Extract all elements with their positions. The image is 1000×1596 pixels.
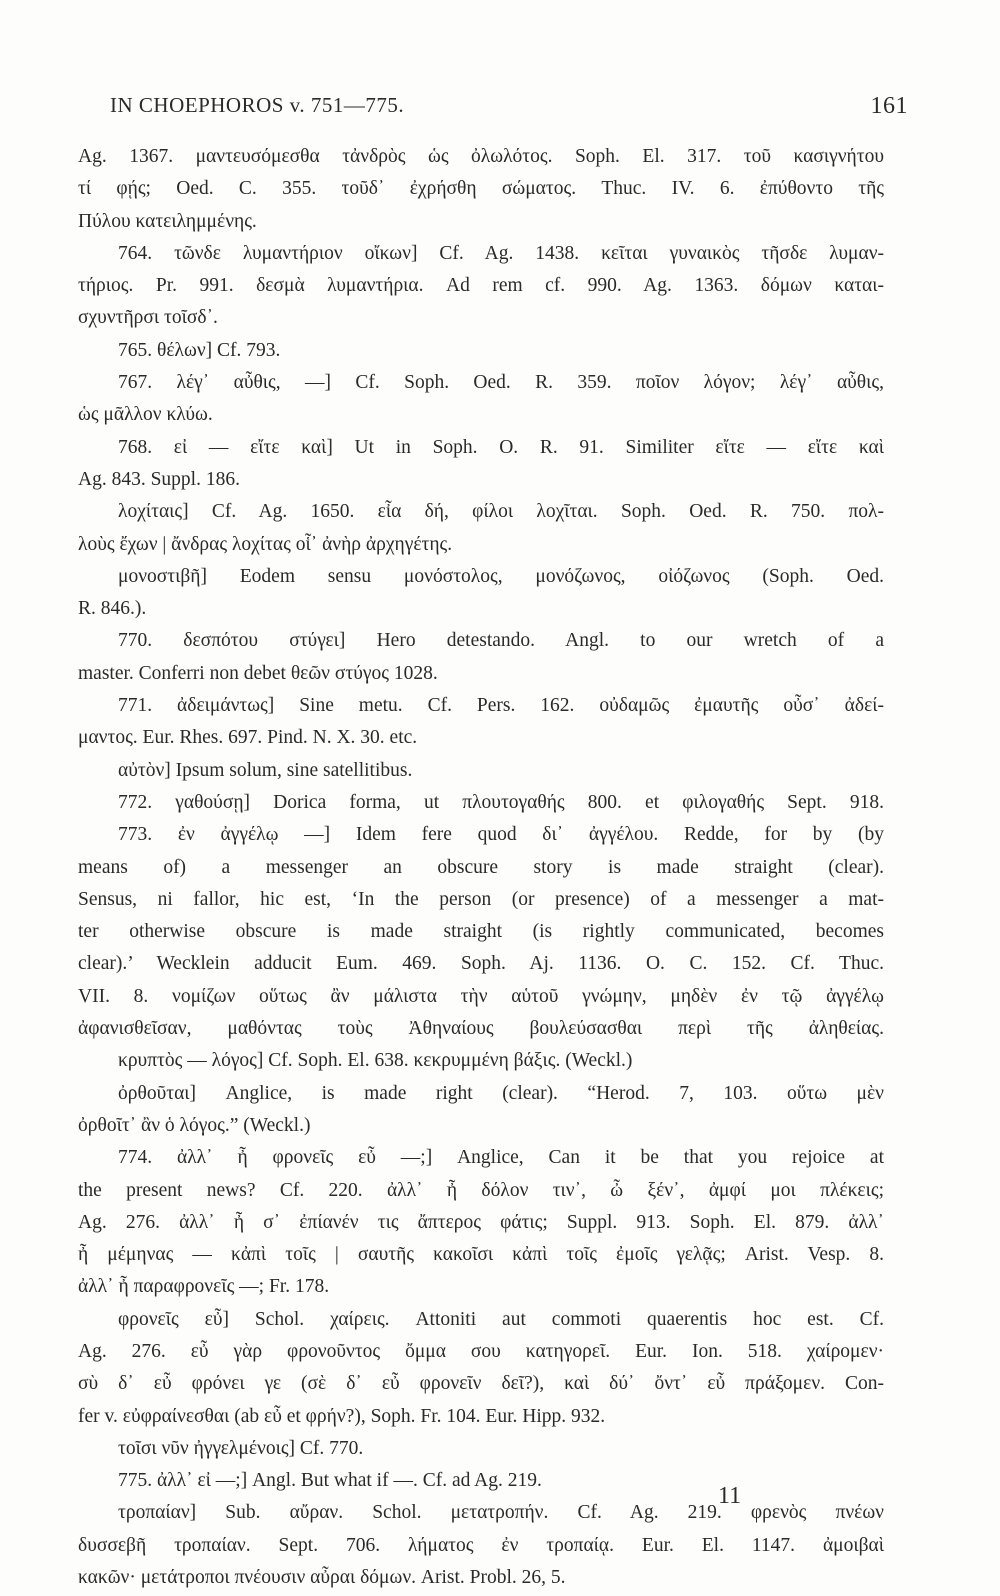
text-line: the present news? Cf. 220. ἀλλ᾽ ἦ δόλον τιν᾽, ὦ ξέν᾽, ἀμφί μοι πλέκεις;	[78, 1179, 884, 1201]
text-line: Ag. 843. Suppl. 186.	[78, 468, 240, 490]
text-line: ἀλλ᾽ ἦ παραφρονεῖς —; Fr. 178.	[78, 1276, 330, 1298]
text-line: αὐτὸν] Ipsum solum, sine satellitibus.	[118, 759, 413, 781]
text-line: κρυπτὸς — λόγος] Cf. Soph. El. 638. κεκρυμμένη βάξις. (Weckl.)	[118, 1050, 633, 1072]
text-line: κακῶν· μετάτροποι πνέουσιν αὖραι δόμων. Arist. Probl. 26, 5.	[78, 1567, 566, 1589]
text-line: Ag. 1367. μαντευσόμεσθα τἀνδρὸς ὡς ὀλωλότος. Soph. El. 317. τοῦ κασιγνήτου	[78, 146, 884, 167]
text-line: R. 846.).	[78, 598, 147, 620]
commentary-text	[78, 141, 884, 1594]
text-line: 771. ἀδειμάντως] Sine metu. Cf. Pers. 162. οὐδαμῶς ἐμαυτῆς οὖσ᾽ ἀδεί-	[118, 695, 884, 717]
text-line: 770. δεσπότου στύγει] Hero detestando. Angl. to our wretch of a	[118, 630, 884, 652]
text-line: Ag. 276. ἀλλ᾽ ἦ σ᾽ ἐπίανέν τις ἄπτερος φάτις; Suppl. 913. Soph. El. 879. ἀλλ᾽	[78, 1211, 884, 1233]
text-line: Πύλου κατειλημμένης.	[78, 210, 257, 232]
text-line: λοχίταις] Cf. Ag. 1650. εἶα δή, φίλοι λοχῖται. Soph. Oed. R. 750. πολ-	[118, 501, 884, 523]
text-line: φρονεῖς εὖ] Schol. χαίρεις. Attoniti aut commoti quaerentis hoc est. Cf.	[118, 1308, 884, 1330]
text-line: ἦ μέμηνας — κἀπὶ τοῖς | σαυτῆς κακοῖσι κἀπὶ τοῖς ἐμοῖς γελᾷς; Arist. Vesp. 8.	[78, 1244, 884, 1266]
text-line: ἀφανισθεῖσαν, μαθόντας τοὺς Ἀθηναίους βουλεύσασθαι περὶ τῆς ἀληθείας.	[78, 1018, 884, 1040]
text-line: λοὺς ἔχων | ἄνδρας λοχίτας οἷ᾽ ἀνὴρ ἀρχηγέτης.	[78, 533, 453, 555]
text-line: τοῖσι νῦν ἠγγελμένοις] Cf. 770.	[118, 1437, 364, 1459]
text-line: 775. ἀλλ᾽ εἰ —;] Angl. But what if —. Cf. ad Ag. 219.	[118, 1470, 542, 1492]
text-line: μαντος. Eur. Rhes. 697. Pind. N. X. 30. etc.	[78, 727, 418, 749]
running-header	[72, 93, 908, 133]
text-line: τί φῄς; Oed. C. 355. τοῦδ᾽ ἐχρήσθη σώματος. Thuc. IV. 6. ἐπύθοντο τῆς	[78, 178, 884, 200]
text-line: μονοστιβῆ] Eodem sensu μονόστολος, μονόζωνος, οἰόζωνος (Soph. Oed.	[118, 565, 884, 587]
text-line: Ag. 276. εὖ γὰρ φρονοῦντος ὄμμα σου κατηγορεῖ. Eur. Ion. 518. χαίρομεν·	[78, 1340, 884, 1362]
text-line: σὺ δ᾽ εὖ φρόνει γε (σὲ δ᾽ εὖ φρονεῖν δεῖ?), καὶ δύ᾽ ὄντ᾽ εὖ πράξομεν. Con-	[78, 1373, 884, 1395]
text-line: fer v. εὐφραίνεσθαι (ab εὖ et φρήν?), Soph. Fr. 104. Eur. Hipp. 932.	[78, 1405, 606, 1427]
page-number: 161	[870, 93, 908, 119]
text-line: σχυντῆρσι τοῖσδ᾽.	[78, 307, 218, 329]
text-line: 774. ἀλλ᾽ ἦ φρονεῖς εὖ —;] Anglice, Can it be that you rejoice at	[118, 1147, 884, 1169]
text-line: master. Conferri non debet θεῶν στύγος 1028.	[78, 662, 438, 684]
text-line: ὀρθοῦται] Anglice, is made right (clear). “Herod. 7, 103. οὕτω μὲν	[118, 1082, 884, 1104]
text-line: clear).’ Wecklein adducit Eum. 469. Soph. Aj. 1136. O. C. 152. Cf. Thuc.	[78, 953, 884, 975]
running-title: IN CHOEPHOROS v. 751—775.	[110, 93, 405, 117]
text-line: ὡς μᾶλλον κλύω.	[78, 404, 213, 426]
text-line: 772. γαθούσῃ] Dorica forma, ut πλουτογαθής 800. et φιλογαθής Sept. 918.	[118, 791, 884, 813]
text-line: ὀρθοῖτ᾽ ἂν ὁ λόγος.” (Weckl.)	[78, 1114, 311, 1136]
text-line: VII. 8. νομίζων οὕτως ἂν μάλιστα τὴν αὑτοῦ γνώμην, μηδὲν ἐν τῷ ἀγγέλῳ	[78, 985, 884, 1007]
text-line: 773. ἐν ἀγγέλῳ —] Idem fere quod δι᾽ ἀγγέλου. Redde, for by (by	[118, 824, 884, 846]
text-line: τήριος. Pr. 991. δεσμὰ λυμαντήρια. Ad rem cf. 990. Ag. 1363. δόμων καται-	[78, 275, 884, 297]
text-line: 765. θέλων] Cf. 793.	[118, 339, 281, 361]
text-line: δυσσεβῆ τροπαίαν. Sept. 706. λήματος ἐν τροπαίᾳ. Eur. El. 1147. ἀμοιβαὶ	[78, 1534, 884, 1556]
signature-mark: 11	[718, 1483, 742, 1509]
text-line: 764. τῶνδε λυμαντήριον οἴκων] Cf. Ag. 1438. κεῖται γυναικὸς τῆσδε λυμαν-	[118, 242, 884, 264]
text-line: τροπαίαν] Sub. αὔραν. Schol. μετατροπήν. Cf. Ag. 219. φρενὸς πνέων	[118, 1502, 884, 1524]
text-line: 767. λέγ᾽ αὖθις, —] Cf. Soph. Oed. R. 359. ποῖον λόγον; λέγ᾽ αὖθις,	[118, 372, 884, 394]
text-line: means of) a messenger an obscure story is made straight (clear).	[78, 856, 884, 878]
text-line: ter otherwise obscure is made straight (is rightly communicated, becomes	[78, 921, 884, 943]
text-line: 768. εἰ — εἴτε καὶ] Ut in Soph. O. R. 91. Similiter εἴτε — εἴτε καὶ	[118, 436, 884, 458]
text-line: Sensus, ni fallor, hic est, ‘In the person (or presence) of a messenger a mat-	[78, 888, 884, 910]
